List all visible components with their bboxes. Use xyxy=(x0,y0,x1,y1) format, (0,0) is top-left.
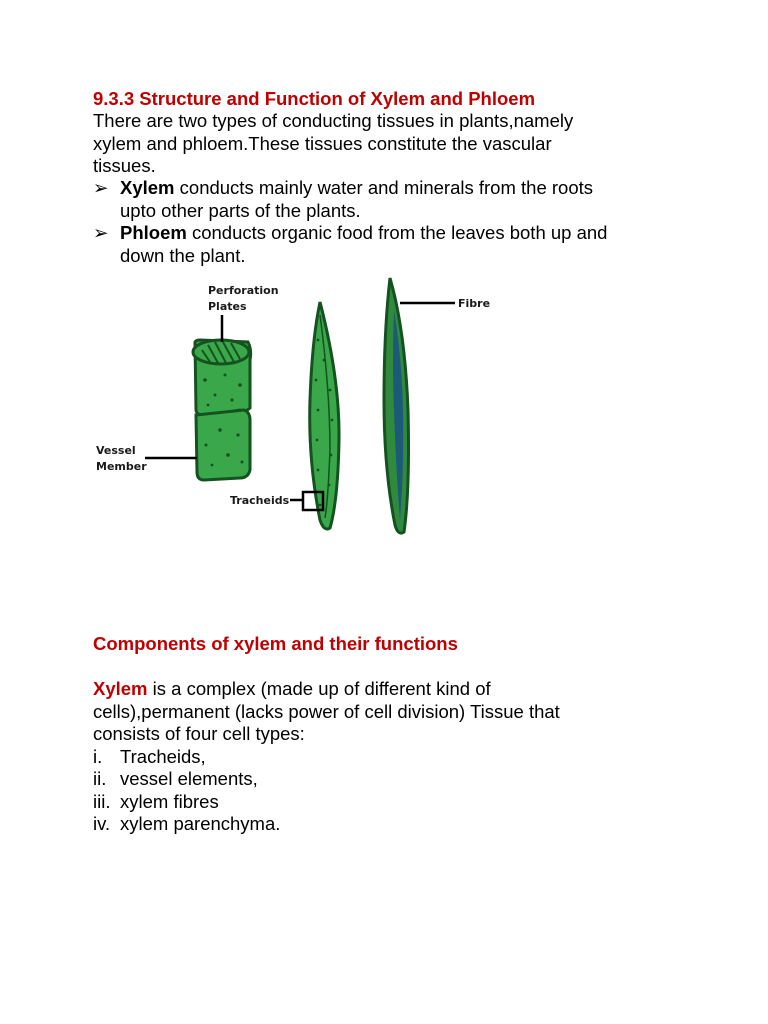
label-plates: Plates xyxy=(208,300,247,313)
label-fibre: Fibre xyxy=(458,297,491,310)
components-desc: is a complex (made up of different kind of xyxy=(147,678,491,699)
label-vessel: Vessel xyxy=(96,444,136,457)
list-text: xylem parenchyma. xyxy=(120,813,281,834)
fibre-illustration xyxy=(384,278,409,533)
vessel-member-illustration xyxy=(193,340,251,480)
bullet-phloem xyxy=(93,222,693,267)
components-line: cells),permanent (lacks power of cell division) Tissue that xyxy=(93,700,560,722)
bullet-arrow-icon: ➢ xyxy=(93,177,109,198)
list-number: iv. xyxy=(93,813,111,834)
bullet-text xyxy=(120,222,693,245)
bullet-line-2: down the plant. xyxy=(120,244,246,266)
intro-line: xylem and phloem.These tissues constitute the vascular xyxy=(93,132,552,154)
bullet-term: Xylem xyxy=(120,177,175,198)
list-text: vessel elements, xyxy=(120,768,258,789)
label-tracheids: Tracheids xyxy=(230,494,290,507)
list-number: ii. xyxy=(93,768,107,789)
components-term: Xylem xyxy=(93,678,148,699)
section-heading: 9.3.3 Structure and Function of Xylem and Phloem xyxy=(93,88,536,109)
label-perforation: Perforation xyxy=(208,284,279,297)
list-number: i. xyxy=(93,746,103,767)
components-paragraph xyxy=(93,678,693,746)
intro-line: There are two types of conducting tissues in plants,namely xyxy=(93,110,574,131)
list-text: Tracheids, xyxy=(120,746,206,767)
list-item xyxy=(93,768,258,791)
bullet-line: conducts mainly water and minerals from the roots xyxy=(174,177,593,198)
components-line xyxy=(93,678,693,701)
list-number: iii. xyxy=(93,791,111,812)
label-member: Member xyxy=(96,460,147,473)
list-item xyxy=(93,813,280,836)
bullet-text xyxy=(120,177,693,200)
list-text: xylem fibres xyxy=(120,791,219,812)
bullet-term: Phloem xyxy=(120,222,187,243)
components-heading: Components of xylem and their functions xyxy=(93,633,458,654)
bullet-line: conducts organic food from the leaves both up and xyxy=(186,222,608,243)
list-item xyxy=(93,746,206,769)
intro-paragraph xyxy=(93,110,693,178)
tracheid-illustration xyxy=(310,302,339,529)
components-line: consists of four cell types: xyxy=(93,723,305,744)
bullet-line-2: upto other parts of the plants. xyxy=(120,199,361,221)
list-item xyxy=(93,791,219,814)
bullet-xylem xyxy=(93,177,693,222)
xylem-components-diagram xyxy=(0,270,768,550)
intro-line: tissues. xyxy=(93,155,156,176)
bullet-arrow-icon: ➢ xyxy=(93,222,109,243)
